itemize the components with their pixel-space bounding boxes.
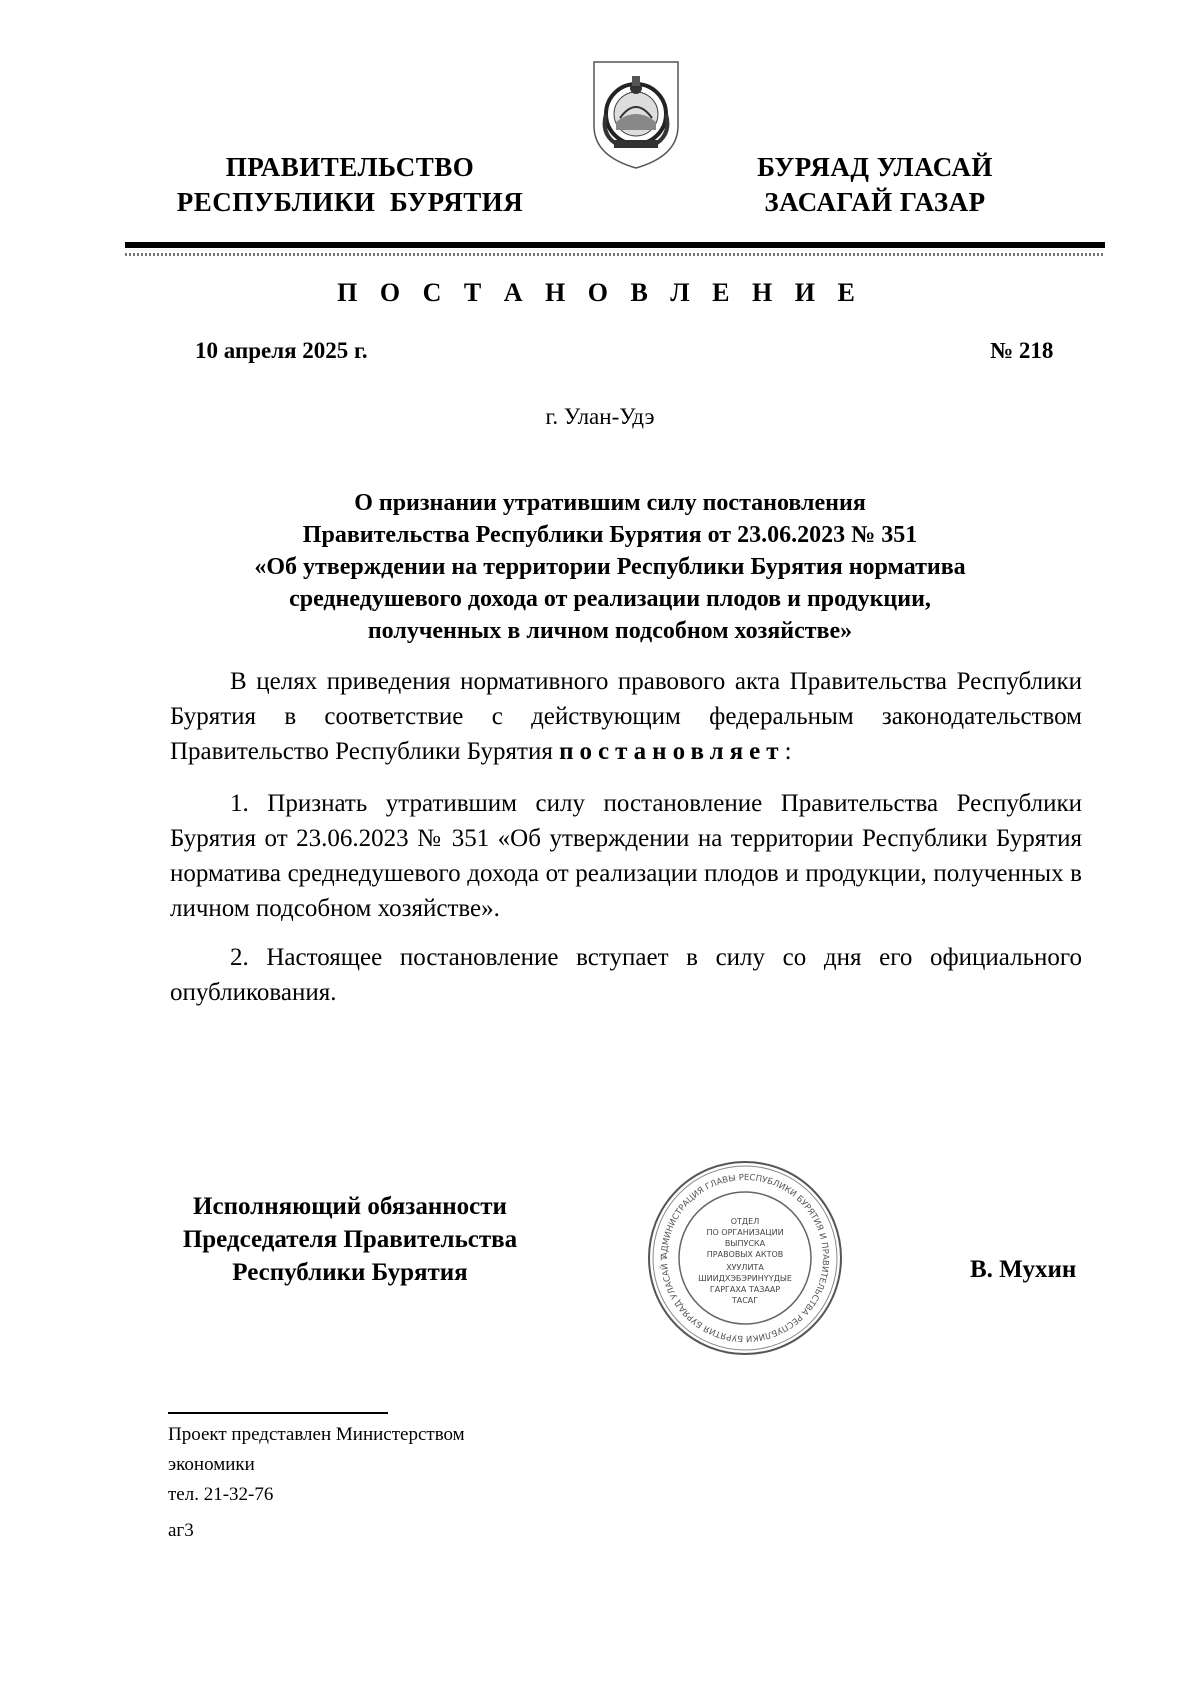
footnote-line: экономики [168, 1454, 255, 1475]
seal-center-line: ТАСАГ [731, 1296, 759, 1305]
header-left [150, 150, 550, 220]
document-date: 10 апреля 2025 г. [195, 338, 368, 363]
header-left-line1: ПРАВИТЕЛЬСТВО [225, 152, 475, 182]
document-code: аг3 [168, 1520, 194, 1541]
header-right-line2: ЗАСАГАЙ ГАЗАР [764, 187, 986, 217]
title-line: «Об утверждении на территории Республики Бурятия норматива [254, 554, 966, 580]
seal-center-line: ПРАВОВЫХ АКТОВ [706, 1250, 784, 1259]
official-seal-icon [645, 1158, 845, 1358]
seal-center-line: ПО ОРГАНИЗАЦИИ [706, 1228, 784, 1237]
signatory-title-line: Исполняющий обязанности [193, 1193, 507, 1220]
header-rule-thin [125, 253, 1105, 256]
seal-ring-text: АДМИНИСТРАЦИЯ ГЛАВЫ РЕСПУБЛИКИ БУРЯТИЯ И ПРАВИТЕЛЬСТВА РЕСПУБЛИКИ БУРЯТИЯ БУРЯАД УЛАСАЙ Т [659, 1172, 831, 1344]
title-line: полученных в личном подсобном хозяйстве» [367, 618, 853, 644]
seal-center-line: ОТДЕЛ [730, 1217, 760, 1226]
footnote-line: тел. 21-32-76 [168, 1484, 274, 1505]
seal-center-line: ВЫПУСКА [724, 1239, 766, 1248]
seal-center-line: ШИИДХЭБЭРИНҮҮДЫЕ [698, 1274, 792, 1283]
seal-center-line: ХУУЛИТА [726, 1263, 764, 1272]
signatory-title-line: Председателя Правительства [182, 1226, 518, 1253]
header-right-line1: БУРЯАД УЛАСАЙ [757, 152, 993, 182]
title-line: Правительства Республики Бурятия от 23.06.2023 № 351 [302, 522, 918, 548]
footnote-line: Проект представлен Министерством [168, 1424, 465, 1445]
header-rule [125, 242, 1105, 248]
header-left-line2: РЕСПУБЛИКИ БУРЯТИЯ [176, 187, 524, 217]
seal-center-line: ГАРГАХА ТАЗААР [709, 1285, 781, 1294]
preamble-paragraph [170, 664, 1082, 769]
coat-of-arms-icon [590, 56, 682, 172]
footnote-rule [168, 1412, 388, 1414]
item-1-paragraph: 1. Признать утратившим силу постановление Правительства Республики Бурятия от 23.06.2023 № 351 «Об утверждении на территории Республики Бурятия норматива среднедушевого дохода от реализации плодов и продукции, полученных в личном подсобном хозяйстве». [170, 790, 1082, 922]
document-city: г. Улан-Удэ [545, 404, 655, 429]
signatory-title-line: Республики Бурятия [232, 1259, 468, 1286]
signatory-name: В. Мухин [970, 1256, 1077, 1283]
signatory-title [150, 1190, 550, 1289]
document-title [160, 487, 1060, 647]
preamble-end: : [784, 738, 792, 765]
title-line: среднедушевого дохода от реализации плодов и продукции, [289, 586, 931, 612]
document-type: П О С Т А Н О В Л Е Н И Е [337, 278, 863, 307]
document-number: № 218 [990, 338, 1054, 363]
header-right [700, 150, 1050, 220]
item-2-paragraph: 2. Настоящее постановление вступает в силу со дня его официального опубликования. [170, 944, 1082, 1006]
preamble-verb: постановляет [559, 738, 785, 765]
title-line: О признании утратившим силу постановления [354, 490, 866, 516]
preamble-text: В целях приведения нормативного правового акта Правительства Республики Бурятия в соответствие с действующим федеральным законодательством Правительство Республики Бурятия [170, 668, 1082, 765]
footnote [168, 1420, 465, 1510]
